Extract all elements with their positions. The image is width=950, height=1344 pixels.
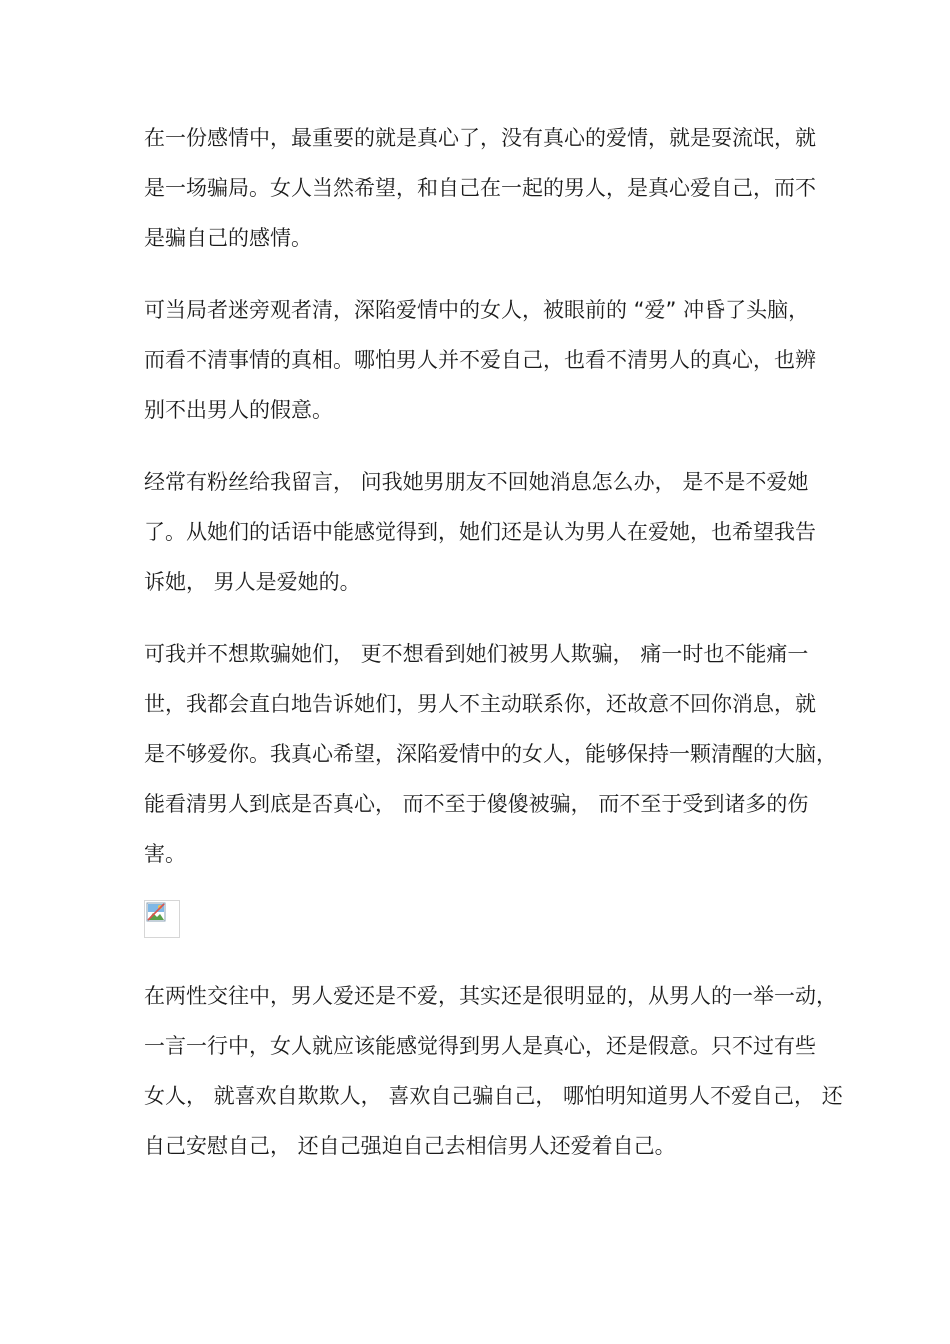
paragraph-3	[144, 472, 816, 622]
text-line: 而看不清事情的真相。哪怕男人并不爱自己，也看不清男人的真心，也辨	[144, 348, 816, 372]
text-line: 自己安慰自己， 还自己强迫自己去相信男人还爱着自己。	[144, 1134, 676, 1158]
text-line: 女人， 就喜欢自欺欺人， 喜欢自己骗自己， 哪怕明知道男人不爱自己， 还	[144, 1084, 843, 1108]
text-line: 别不出男人的假意。	[144, 398, 333, 422]
text-line: 能看清男人到底是否真心， 而不至于傻傻被骗， 而不至于受到诸多的伤	[144, 792, 809, 816]
broken-image-icon	[144, 900, 180, 938]
text-line: 是不够爱你。我真心希望，深陷爱情中的女人，能够保持一颗清醒的大脑，	[144, 742, 837, 766]
broken-image-glyph	[146, 902, 166, 922]
paragraph-5	[144, 986, 843, 1186]
text-line: 世，我都会直白地告诉她们，男人不主动联系你，还故意不回你消息，就	[144, 692, 816, 716]
text-line: 是骗自己的感情。	[144, 226, 312, 250]
text-line: 可当局者迷旁观者清，深陷爱情中的女人，被眼前的 “爱” 冲昏了头脑，	[144, 298, 810, 322]
text-line: 害。	[144, 842, 186, 866]
paragraph-1	[144, 128, 816, 278]
text-line: 在一份感情中，最重要的就是真心了，没有真心的爱情，就是耍流氓，就	[144, 126, 816, 150]
paragraph-2	[144, 300, 816, 450]
paragraph-4	[144, 644, 837, 894]
text-line: 一言一行中，女人就应该能感觉得到男人是真心，还是假意。只不过有些	[144, 1034, 816, 1058]
text-line: 经常有粉丝给我留言， 问我她男朋友不回她消息怎么办， 是不是不爱她	[144, 470, 809, 494]
text-line: 是一场骗局。女人当然希望，和自己在一起的男人，是真心爱自己，而不	[144, 176, 816, 200]
text-line: 可我并不想欺骗她们， 更不想看到她们被男人欺骗， 痛一时也不能痛一	[144, 642, 809, 666]
text-line: 了。从她们的话语中能感觉得到，她们还是认为男人在爱她，也希望我告	[144, 520, 816, 544]
text-line: 在两性交往中，男人爱还是不爱，其实还是很明显的，从男人的一举一动，	[144, 984, 837, 1008]
text-line: 诉她， 男人是爱她的。	[144, 570, 361, 594]
